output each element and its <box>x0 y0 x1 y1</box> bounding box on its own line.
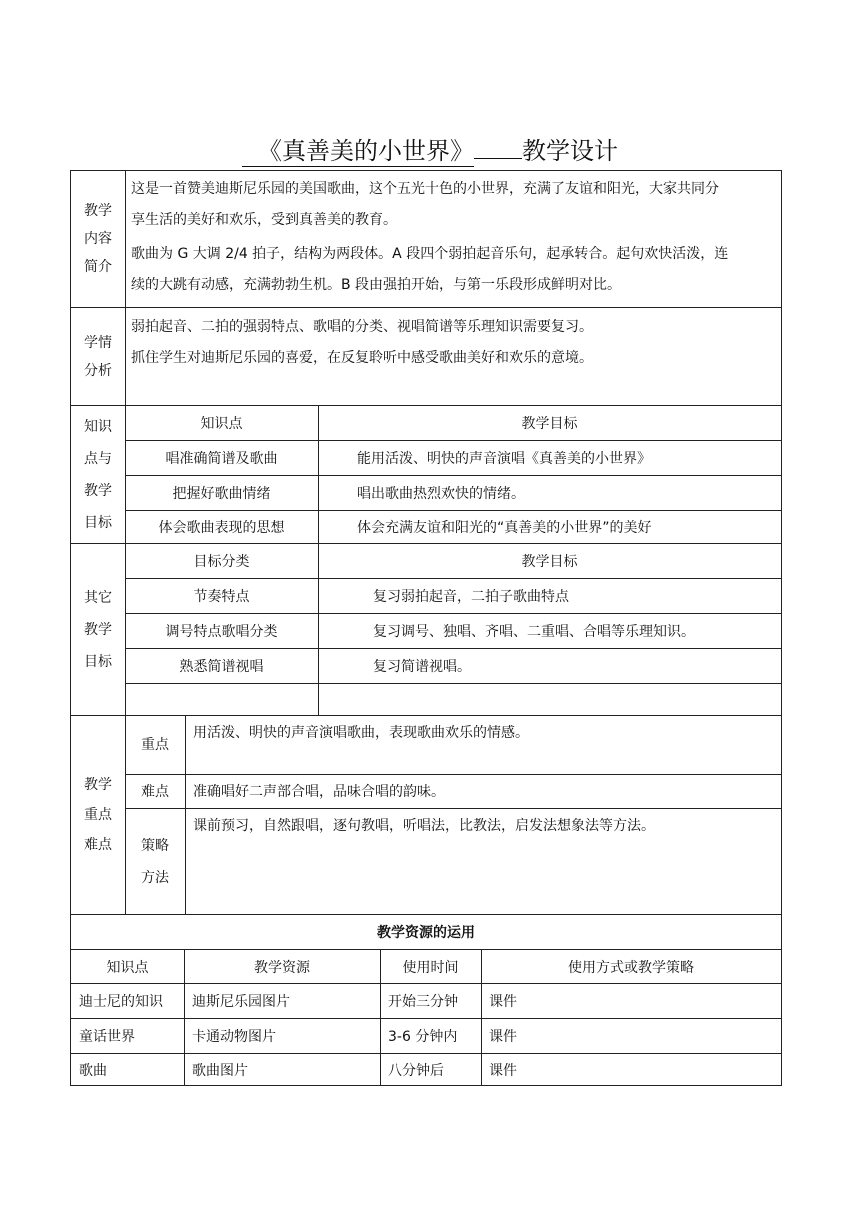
knowledge-goals-label: 知识点与教学目标 <box>71 406 126 543</box>
strategy-text-cell <box>185 809 781 914</box>
header-teaching-goal: 教学目标 <box>521 416 578 432</box>
header-teaching-goal: 教学目标 <box>521 554 578 570</box>
resources-title-row <box>71 915 781 950</box>
goal-category-cell: 熟悉简谱视唱 <box>125 649 319 683</box>
other-goals-section <box>70 543 782 716</box>
table-row <box>125 614 781 649</box>
knowledge-point-cell: 迪士尼的知识 <box>71 984 185 1018</box>
header-resource: 教学资源 <box>184 950 381 983</box>
learner-analysis-text <box>131 312 771 374</box>
teaching-goal-cell: 复习弱拍起音，二拍子歌曲特点 <box>373 589 569 605</box>
usage-method-cell: 课件 <box>489 1029 517 1045</box>
goal-category-cell: 调号特点歌唱分类 <box>125 614 319 648</box>
difficult-point-text: 准确唱好二声部合唱，品味合唱的韵味。 <box>193 784 445 800</box>
teaching-goal-cell: 复习调号、独唱、齐唱、二重唱、合唱等乐理知识。 <box>373 624 695 640</box>
key-points-section <box>70 715 782 915</box>
table-row <box>71 1054 781 1085</box>
table-row <box>125 441 781 476</box>
content-intro-text <box>131 174 771 301</box>
strategy-text: 课前预习，自然跟唱，逐句教唱，听唱法，比教法，启发法想象法等方法。 <box>193 818 655 834</box>
goal-category-cell <box>125 684 319 715</box>
key-point-text-cell <box>185 716 781 775</box>
table-row <box>125 649 781 684</box>
teaching-goal-cell: 唱出歌曲热烈欢快的情绪。 <box>357 486 525 502</box>
learner-analysis-section <box>70 307 782 406</box>
header-usage-method: 使用方式或教学策略 <box>568 959 694 976</box>
learner-analysis-label: 学情分析 <box>71 308 126 405</box>
key-points-label: 教学重点难点 <box>71 716 126 914</box>
content-intro-line: 享生活的美好和欢乐，受到真善美的教育。 <box>131 212 397 228</box>
knowledge-point-cell: 童话世界 <box>71 1019 185 1053</box>
usage-time-cell: 3-6 分钟内 <box>380 1019 482 1053</box>
usage-method-cell: 课件 <box>489 1062 517 1079</box>
content-intro-line: 歌曲为 G 大调 2/4 拍子，结构为两段体。A 段四个弱拍起音乐句，起承转合。起句欢快活泼，连 <box>131 246 729 262</box>
resources-section <box>70 914 782 1086</box>
usage-method-cell: 课件 <box>489 994 517 1010</box>
knowledge-goals-header-row <box>125 406 781 441</box>
teaching-goal-cell: 能用活泼、明快的声音演唱《真善美的小世界》 <box>357 451 651 467</box>
strategy-label: 策略方法 <box>125 809 186 914</box>
content-intro-line: 这是一首赞美迪斯尼乐园的美国歌曲，这个五光十色的小世界，充满了友谊和阳光，大家共同分 <box>131 181 719 197</box>
learner-analysis-line: 弱拍起音、二拍的强弱特点、歌唱的分类、视唱简谱等乐理知识需要复习。 <box>131 319 593 335</box>
content-intro-section <box>70 170 782 308</box>
document-title <box>0 133 860 169</box>
resource-cell: 迪斯尼乐园图片 <box>184 984 381 1018</box>
knowledge-point-cell: 把握好歌曲情绪 <box>125 476 319 510</box>
key-point-label: 重点 <box>125 716 186 775</box>
usage-time-cell: 八分钟后 <box>380 1054 482 1085</box>
header-knowledge-point: 知识点 <box>125 406 319 440</box>
knowledge-point-cell: 歌曲 <box>71 1054 185 1085</box>
teaching-goal-cell: 复习简谱视唱。 <box>373 659 471 675</box>
usage-time-cell: 开始三分钟 <box>380 984 482 1018</box>
knowledge-point-cell: 唱准确简谱及歌曲 <box>125 441 319 475</box>
table-row-empty <box>125 684 781 715</box>
header-goal-category: 目标分类 <box>125 544 319 578</box>
knowledge-point-cell: 体会歌曲表现的思想 <box>125 511 319 543</box>
resource-cell: 歌曲图片 <box>184 1054 381 1085</box>
key-point-text: 用活泼、明快的声音演唱歌曲，表现歌曲欢乐的情感。 <box>193 725 529 741</box>
table-row <box>125 579 781 614</box>
title-underline-gap <box>474 158 522 159</box>
other-goals-label: 其它教学目标 <box>71 544 126 715</box>
resources-header-row <box>71 950 781 984</box>
content-intro-label: 教学内容简介 <box>71 171 126 307</box>
difficult-point-label: 难点 <box>125 775 186 809</box>
learner-analysis-line: 抓住学生对迪斯尼乐园的喜爱，在反复聆听中感受歌曲美好和欢乐的意境。 <box>131 350 593 366</box>
title-main: 《真善美的小世界》 <box>242 136 474 167</box>
header-usage-time: 使用时间 <box>380 950 482 983</box>
knowledge-goals-section <box>70 405 782 544</box>
goal-category-cell: 节奏特点 <box>125 579 319 613</box>
table-row <box>125 476 781 511</box>
resources-title: 教学资源的运用 <box>377 925 475 941</box>
difficult-point-text-cell <box>185 775 781 809</box>
other-goals-header-row <box>125 544 781 579</box>
resource-cell: 卡通动物图片 <box>184 1019 381 1053</box>
teaching-goal-cell: 体会充满友谊和阳光的“真善美的小世界”的美好 <box>357 520 652 536</box>
header-knowledge-point: 知识点 <box>71 950 185 983</box>
table-row <box>71 984 781 1019</box>
title-suffix: 教学设计 <box>522 137 618 165</box>
table-row <box>125 511 781 543</box>
table-row <box>71 1019 781 1054</box>
content-intro-line: 续的大跳有动感，充满勃勃生机。B 段由强拍开始，与第一乐段形成鲜明对比。 <box>131 277 622 293</box>
